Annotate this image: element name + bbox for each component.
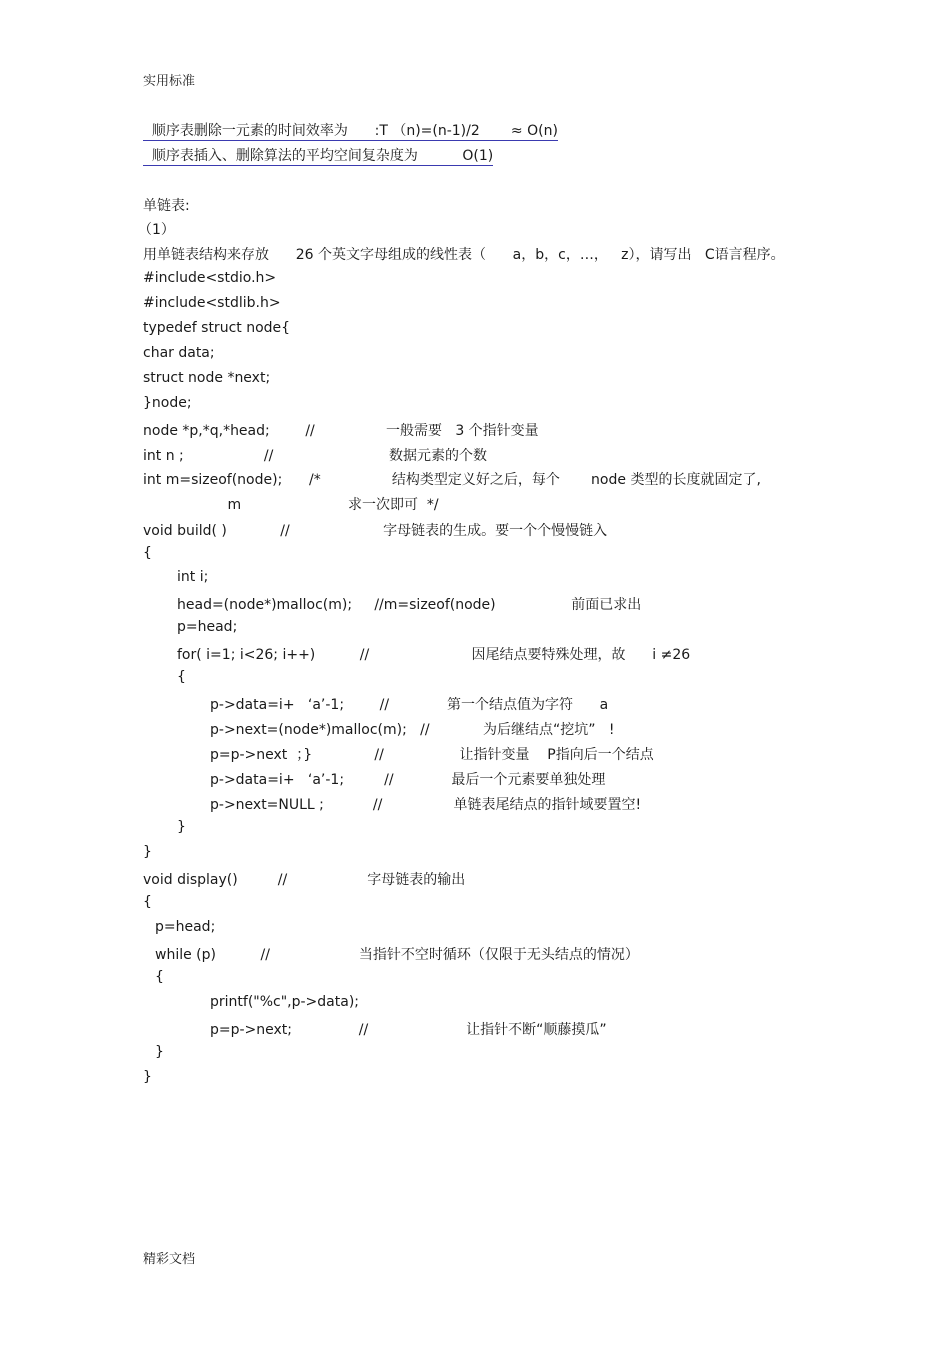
code-line: p=p->next; // 让指针不断“顺藤摸瓜” bbox=[210, 1022, 607, 1038]
code-line: { bbox=[143, 894, 152, 910]
code-line: int i; bbox=[177, 569, 209, 585]
page-footer: 精彩文档 bbox=[143, 1252, 196, 1267]
code-line: typedef struct node{ bbox=[143, 320, 291, 336]
code-line: p->data=i+ ‘a’-1; // 第一个结点值为字符 a bbox=[210, 697, 609, 713]
code-line: node *p,*q,*head; // 一般需要 3 个指针变量 bbox=[143, 423, 539, 439]
code-line: { bbox=[155, 969, 164, 985]
page-header: 实用标准 bbox=[143, 74, 196, 89]
efficiency-text: 顺序表删除一元素的时间效率为 :T （n)=(n-1)/2 ≈ O(n) bbox=[143, 123, 558, 139]
code-line: m 求一次即可 */ bbox=[143, 497, 439, 513]
code-line: char data; bbox=[143, 345, 215, 361]
code-line: void build( ) // 字母链表的生成。要一个个慢慢链入 bbox=[143, 523, 608, 539]
efficiency-line bbox=[143, 120, 558, 140]
code-line: head=(node*)malloc(m); //m=sizeof(node) 前面已求出 bbox=[177, 597, 642, 613]
code-line: } bbox=[143, 1069, 152, 1085]
code-line: p->next=(node*)malloc(m); // 为后继结点“挖坑” ! bbox=[210, 722, 615, 738]
code-line: printf("%c",p->data); bbox=[210, 994, 359, 1010]
section-title: 单链表: bbox=[143, 198, 190, 214]
code-line: void display() // 字母链表的输出 bbox=[143, 872, 466, 888]
code-line: struct node *next; bbox=[143, 370, 271, 386]
code-line: p->next=NULL ; // 单链表尾结点的指针域要置空! bbox=[210, 797, 642, 813]
code-line: p->data=i+ ‘a’-1; // 最后一个元素要单独处理 bbox=[210, 772, 606, 788]
code-line: } bbox=[177, 819, 186, 835]
code-line: for( i=1; i<26; i++) // 因尾结点要特殊处理，故 i ≠26 bbox=[177, 647, 691, 663]
code-line: #include<stdio.h> bbox=[143, 270, 277, 286]
subsection-number: （1） bbox=[138, 222, 175, 238]
code-line: { bbox=[177, 669, 186, 685]
problem-statement: 用单链表结构来存放 26 个英文字母组成的线性表（ a，b，c，…， z），请写出 C语言程序。 bbox=[143, 247, 785, 263]
space-complexity-line bbox=[143, 145, 493, 165]
code-line: int n ; // 数据元素的个数 bbox=[143, 448, 487, 464]
code-line: { bbox=[143, 545, 152, 561]
code-line: while (p) // 当指针不空时循环（仅限于无头结点的情况） bbox=[155, 947, 639, 963]
code-line: #include<stdlib.h> bbox=[143, 295, 281, 311]
code-line: } bbox=[143, 844, 152, 860]
code-line: p=head; bbox=[155, 919, 216, 935]
code-line: } bbox=[155, 1044, 164, 1060]
code-line: }node; bbox=[143, 395, 192, 411]
code-line: int m=sizeof(node); /* 结构类型定义好之后，每个 node 类型的长度就固定了, bbox=[143, 472, 761, 488]
code-line: p=head; bbox=[177, 619, 238, 635]
code-line: p=p->next ；} // 让指针变量 P指向后一个结点 bbox=[210, 747, 654, 763]
space-complexity-text: 顺序表插入、删除算法的平均空间复杂度为 O(1) bbox=[143, 148, 494, 164]
